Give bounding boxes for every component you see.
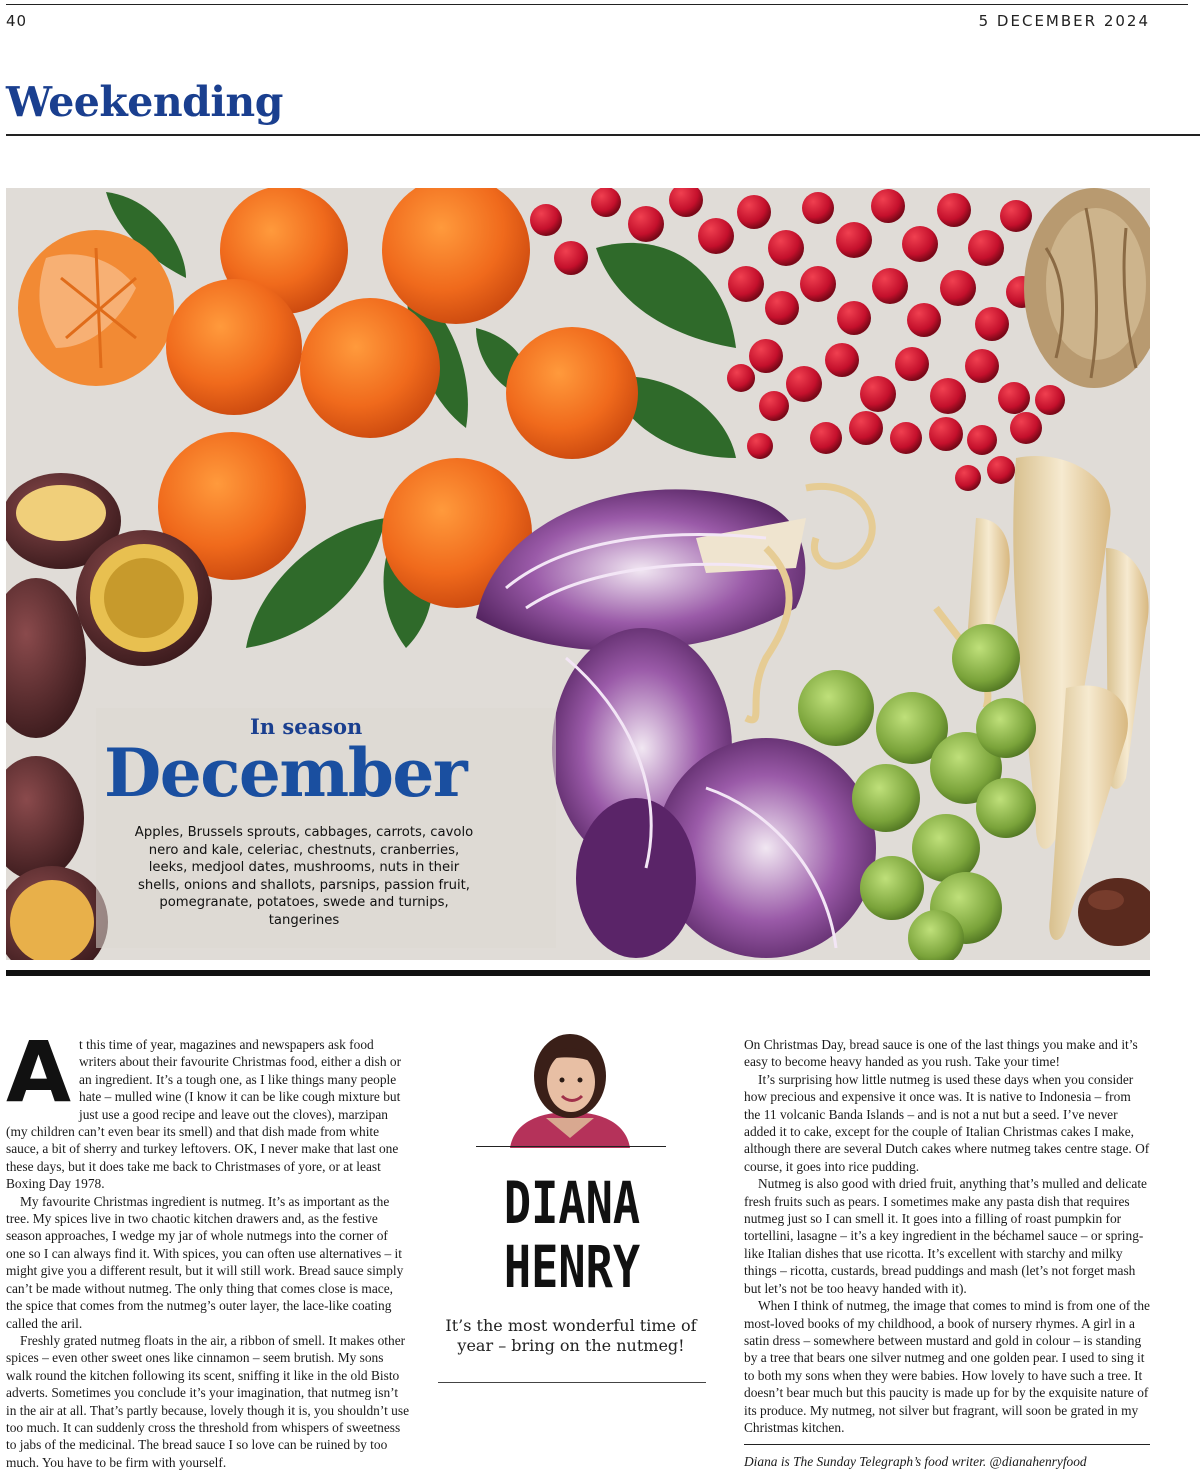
section-rule: [6, 134, 1200, 136]
author-first-name: DIANA: [503, 1169, 641, 1237]
standfirst: It’s the most wonderful time of year – bring on the nutmeg!: [445, 1316, 697, 1355]
article-column-1: [6, 1023, 410, 1471]
author-portrait: [496, 1030, 644, 1148]
paragraph: On Christmas Day, bread sauce is one of the last things you make and it’s easy to become heavy handed as you rush. Take your time!: [744, 1037, 1138, 1070]
section-divider: [6, 970, 1150, 976]
paragraph: Freshly grated nutmeg floats in the air, a ribbon of smell. It makes other spices – even other sweet ones like cinnamon – seem brutish. My sons walk round the kitchen following its scent, sniffing it like in the old Bisto adverts. Sometimes you conclude it’s your imagination, that nutmeg isn’t in the air at all. That’s partly because, lovely though it is, you shouldn’t use too much. It can suddenly cross the threshold from whispers of sweetness to jabs of the medicinal. The bread sauce I so love can be ruined by too much. You have to be firm with yourself.: [6, 1332, 410, 1470]
issue-date: 5 DECEMBER 2024: [978, 12, 1150, 30]
drop-cap: A: [6, 1023, 72, 1121]
produce-list: Apples, Brussels sprouts, cabbages, carrots, cavolo nero and kale, celeriac, chestnuts, cranberries, leeks, medjool dates, mushrooms, nuts in their shells, onions and shallots, parsnips, passion fruit, pomegranate, potatoes, swede and turnips, tangerines: [134, 825, 474, 928]
author-footnote: Diana is The Sunday Telegraph’s food writer. @dianahenryfood: [744, 1454, 1087, 1469]
paragraph: When I think of nutmeg, the image that comes to mind is from one of the most-loved books of my childhood, a book of nursery rhymes. A girl in a satin dress – somewhere between mustard and gold in colour – is standing by a tree that bears one silver nutmeg and one golden pear. I used to sing it to both my sons when they were babies. How lovely to have such a tree. It doesn’t bear much but this paucity is made up for by the exquisite nature of its produce. My nutmeg, not silver but fragrant, will soon be grated in my Christmas kitchen.: [744, 1298, 1150, 1435]
header-top-rule: [6, 4, 1188, 5]
page-number: 40: [6, 12, 28, 30]
hero-title: December: [104, 734, 467, 812]
paragraph: It’s surprising how little nutmeg is used these days when you consider how precious and expensive it once was. It is native to Indonesia – from the 11 volcanic Banda Islands – and is not a nut but a seed. I’ve never added it to cake, except for the couple of Italian Christmas cakes I make, although there are several Dutch cakes where nutmeg takes centre stage. Of course, it goes into rice pudding.: [744, 1071, 1150, 1174]
paragraph: Nutmeg is also good with dried fruit, anything that’s mulled and delicate fresh fruits such as pears. I sometimes make any pasta dish that requires nutmeg just so I can smell it. It goes into a filling of roast pumpkin for tortellini, lasagne – it’s a key ingredient in the béchamel sauce – or spring-like Italian dishes that use ricotta. It’s excellent with starchy and milky things – ricotta, custards, bread puddings and mash (let’s not forget mash but let’s not be too heavy handed with it).: [744, 1176, 1147, 1296]
hero-produce-photo: [6, 188, 1150, 960]
byline-photo-rule: [476, 1146, 666, 1147]
paragraph: My favourite Christmas ingredient is nutmeg. It’s as important as the tree. My spices live in two chaotic kitchen drawers and, as the festive season approaches, I wedge my jar of whole nutmegs into the corner of one so I can always find it. With spices, you can often use alternatives – it might give you a different result, but it will still work. Bread sauce simply can’t be made without nutmeg. The only thing that comes close is mace, the spice that comes from the nutmeg’s outer layer, the lace-like coating called the aril.: [6, 1193, 404, 1331]
peeled-tangerine: [18, 230, 174, 386]
article-column-3: [744, 1036, 1150, 1436]
author-last-name: HENRY: [503, 1233, 641, 1301]
footnote-rule: [744, 1444, 1150, 1445]
in-season-kicker: In season: [250, 714, 363, 739]
standfirst-rule: [438, 1382, 706, 1383]
paragraph: At this time of year, magazines and newspapers ask food writers about their favourite Christmas food, either a dish or an ingredient. It’s a tough one, as I like things many people hate – mulled wine (I know it can be like cough mixture but just use a good recipe and leave out the cloves), marzipan (my children can’t even bear its smell) and that dish made from white sauce, a bit of sherry and turkey leftovers. OK, I never make that last one these days, but it does take me back to Christmases of yore, or at least Boxing Day 1978.: [6, 1023, 402, 1192]
section-title: Weekending: [6, 78, 283, 126]
author-photo: [496, 1030, 644, 1148]
